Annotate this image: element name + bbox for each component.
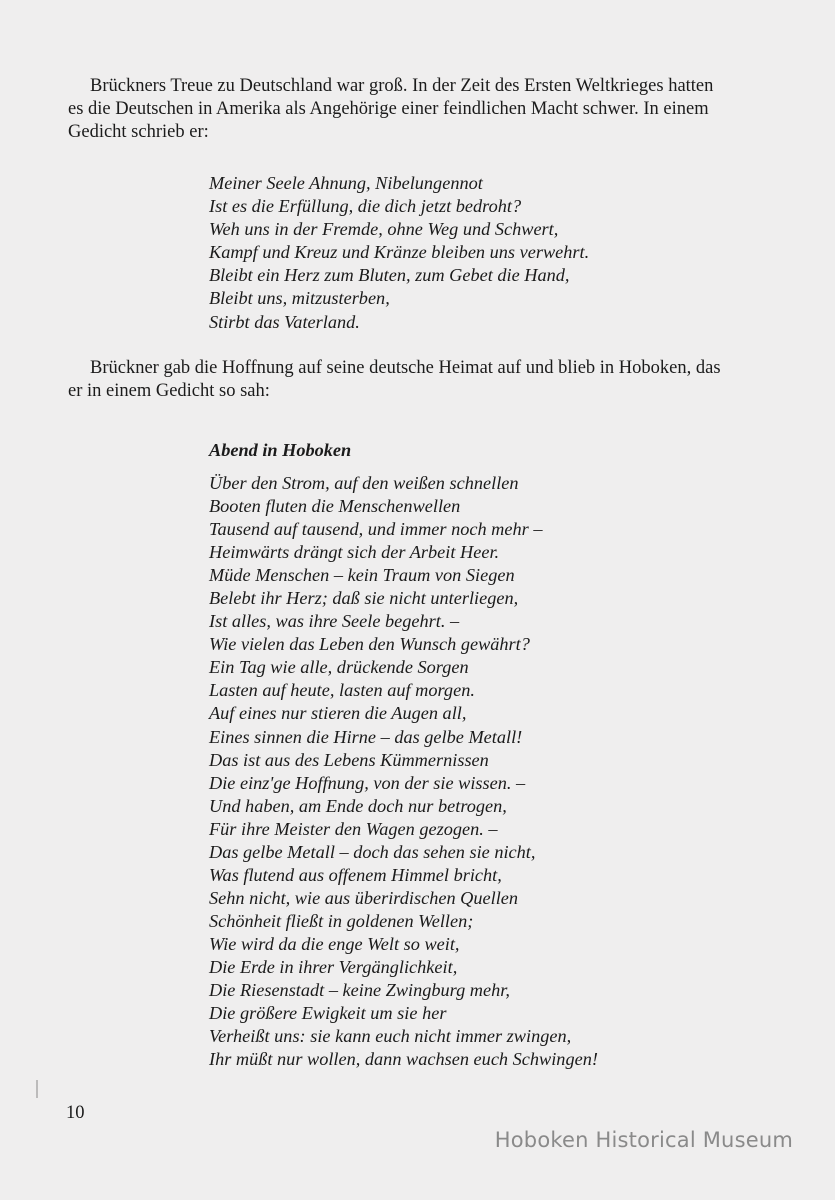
poem-line: Belebt ihr Herz; daß sie nicht unterliegen, (209, 588, 519, 609)
museum-watermark: Hoboken Historical Museum (494, 1128, 793, 1152)
poem-line: Sehn nicht, wie aus überirdischen Quellen (209, 887, 519, 908)
poem-line: Stirbt das Vaterland. (209, 311, 360, 332)
poem-line: Für ihre Meister den Wagen gezogen. – (209, 818, 498, 839)
poem-line: Wie wird da die enge Welt so weit, (209, 933, 460, 954)
paragraph-line: es die Deutschen in Amerika als Angehörige einer feindlichen Macht schwer. In einem (68, 99, 709, 119)
poem-line: Und haben, am Ende doch nur betrogen, (209, 795, 507, 816)
poem-line: Über den Strom, auf den weißen schnellen (209, 473, 519, 493)
poem-line: Tausend auf tausend, und immer noch mehr – (209, 519, 543, 540)
paragraph-line: Gedicht schrieb er: (68, 122, 209, 142)
poem-line: Lasten auf heute, lasten auf morgen. (209, 680, 475, 701)
poem-abend-in-hoboken (209, 472, 789, 1071)
poem-line: Die größere Ewigkeit um sie her (209, 1003, 447, 1024)
poem-line: Eines sinnen die Hirne – das gelbe Metall! (209, 726, 523, 747)
poem-line: Die Erde in ihrer Vergänglichkeit, (209, 956, 458, 977)
poem-line: Ist alles, was ihre Seele begehrt. – (209, 611, 460, 632)
poem-line: Meiner Seele Ahnung, Nibelungennot (209, 173, 483, 193)
poem-line: Wie vielen das Leben den Wunsch gewährt? (209, 634, 530, 655)
poem-line: Bleibt ein Herz zum Bluten, zum Gebet die Hand, (209, 265, 570, 286)
poem-line: Heimwärts drängt sich der Arbeit Heer. (209, 542, 500, 563)
poem-line: Die Riesenstadt – keine Zwingburg mehr, (209, 980, 510, 1001)
poem-line: Ein Tag wie alle, drückende Sorgen (209, 657, 469, 678)
poem-line: Weh uns in der Fremde, ohne Weg und Schwert, (209, 219, 559, 240)
poem-line: Ihr müßt nur wollen, dann wachsen euch Schwingen! (209, 1049, 598, 1070)
poem-line: Was flutend aus offenem Himmel bricht, (209, 864, 502, 885)
poem-line: Das ist aus des Lebens Kümmernissen (209, 749, 489, 770)
poem-line: Booten fluten die Menschenwellen (209, 496, 461, 517)
poem-line: Verheißt uns: sie kann euch nicht immer zwingen, (209, 1026, 572, 1047)
poem-line: Kampf und Kreuz und Kränze bleiben uns verwehrt. (209, 242, 590, 263)
poem-title: Abend in Hoboken (209, 440, 352, 460)
poem-line: Auf eines nur stieren die Augen all, (209, 703, 467, 724)
poem-line: Schönheit fließt in goldenen Wellen; (209, 910, 474, 931)
transition-paragraph (68, 357, 768, 403)
paragraph-line: er in einem Gedicht so sah: (68, 381, 270, 401)
paragraph-line: Brückner gab die Hoffnung auf seine deutsche Heimat auf und blieb in Hoboken, das (90, 358, 721, 378)
poem-line: Die einz'ge Hoffnung, von der sie wissen. – (209, 772, 526, 793)
poem-line: Müde Menschen – kein Traum von Siegen (209, 565, 515, 586)
scan-speck (36, 1080, 38, 1098)
poem-line: Ist es die Erfüllung, die dich jetzt bedroht? (209, 196, 522, 217)
page-number: 10 (66, 1103, 85, 1123)
poem-line: Bleibt uns, mitzusterben, (209, 288, 390, 309)
poem-line: Das gelbe Metall – doch das sehen sie nicht, (209, 841, 536, 862)
intro-paragraph (68, 75, 768, 144)
poem-nibelungennot (209, 172, 789, 334)
paragraph-line: Brückners Treue zu Deutschland war groß. In der Zeit des Ersten Weltkrieges hatten (90, 76, 714, 96)
